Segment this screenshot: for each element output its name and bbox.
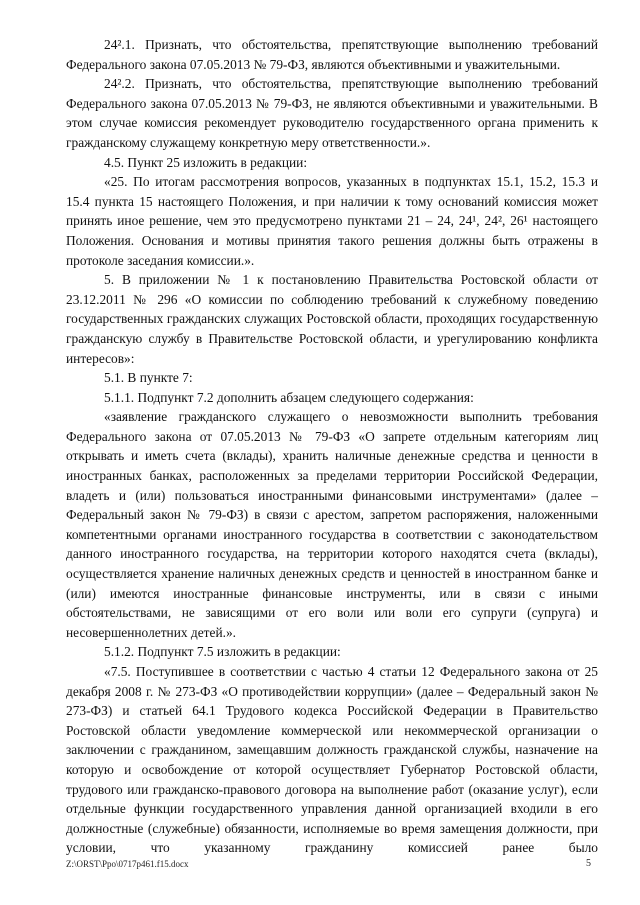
paragraph-25-quote: «25. По итогам рассмотрения вопросов, указанных в подпунктах 15.1, 15.2, 15.3 и 15.4 пункта 15 настоящего Положения, и при наличии к тому оснований комиссия может принять иное решение, чем это предусмотрено пунктами 21 – 24, 24¹, 24², 26¹ настоящего Положения. Основания и мотивы принятия такого решения должны быть отражены в протоколе заседания комиссии.».	[66, 174, 598, 268]
paragraph-5-1-1: 5.1.1. Подпункт 7.2 дополнить абзацем следующего содержания:	[104, 389, 474, 405]
paragraph-5: 5. В приложении № 1 к постановлению Правительства Ростовской области от 23.12.2011 № 296 «О комиссии по соблюдению требований к служебному поведению государственных гражданских служащих Ростовской области, проходящих государственную гражданскую службу в Правительстве Ростовской области, и урегулированию конфликта интересов»:	[66, 272, 598, 366]
paragraph-7-5-quote: «7.5. Поступившее в соответствии с частью 4 статьи 12 Федерального закона от 25 декабря 2008 г. № 273-ФЗ «О противодействии коррупции» (далее – Федеральный закон № 273-ФЗ) и статьей 64.1 Трудового кодекса Российской Федерации в Правительство Ростовской области уведомление коммерческой или некоммерческой организации о заключении с гражданином, замещавшим должность гражданской службы, назначение на которую и освобождение от которой осуществляет Губернатор Ростовской области, трудового или гражданско-правового договора на выполнение работ (оказание услуг), если отдельные функции государственного управления данной организацией входили в его должностные (служебные) обязанности, исполняемые во время замещения должности, при условии, что указанному гражданину комиссией ранее было	[66, 664, 598, 856]
footer-file-path: Z:\ORST\Ppo\0717p461.f15.docx	[66, 859, 189, 869]
paragraph-5-1-2: 5.1.2. Подпункт 7.5 изложить в редакции:	[104, 644, 341, 660]
paragraph-24-2-1: 24².1. Признать, что обстоятельства, препятствующие выполнению требований Федерального закона 07.05.2013 № 79-ФЗ, являются объективными и уважительными.	[66, 37, 598, 72]
footer-page-number: 5	[586, 858, 591, 869]
document-body	[66, 35, 598, 858]
paragraph-statement-quote: «заявление гражданского служащего о невозможности выполнить требования Федерального закона от 07.05.2013 № 79-ФЗ «О запрете отдельным категориям лиц открывать и иметь счета (вклады), хранить наличные денежные средства и ценности в иностранных банках, расположенных за пределами территории Российской Федерации, владеть и (или) пользоваться иностранными финансовыми инструментами» (далее – Федеральный закон № 79-ФЗ) в связи с арестом, запретом распоряжения, наложенными компетентными органами иностранного государства в соответствии с законодательством данного иностранного государства, на территории которого находятся счета (вклады), осуществляется хранение наличных денежных средств и ценностей в иностранном банке и (или) имеются иностранные финансовые инструменты, или в связи с иными обстоятельствами, не зависящими от его воли или воли его супруги (супруга) и несовершеннолетних детей.».	[66, 409, 598, 640]
paragraph-5-1: 5.1. В пункте 7:	[104, 370, 193, 386]
paragraph-24-2-2: 24².2. Признать, что обстоятельства, препятствующие выполнению требований Федерального закона 07.05.2013 № 79-ФЗ, не являются объективными и уважительными. В этом случае комиссия рекомендует руководителю государственного органа применить к гражданскому служащему конкретную меру ответственности.».	[66, 76, 598, 150]
paragraph-4-5: 4.5. Пункт 25 изложить в редакции:	[104, 154, 308, 170]
